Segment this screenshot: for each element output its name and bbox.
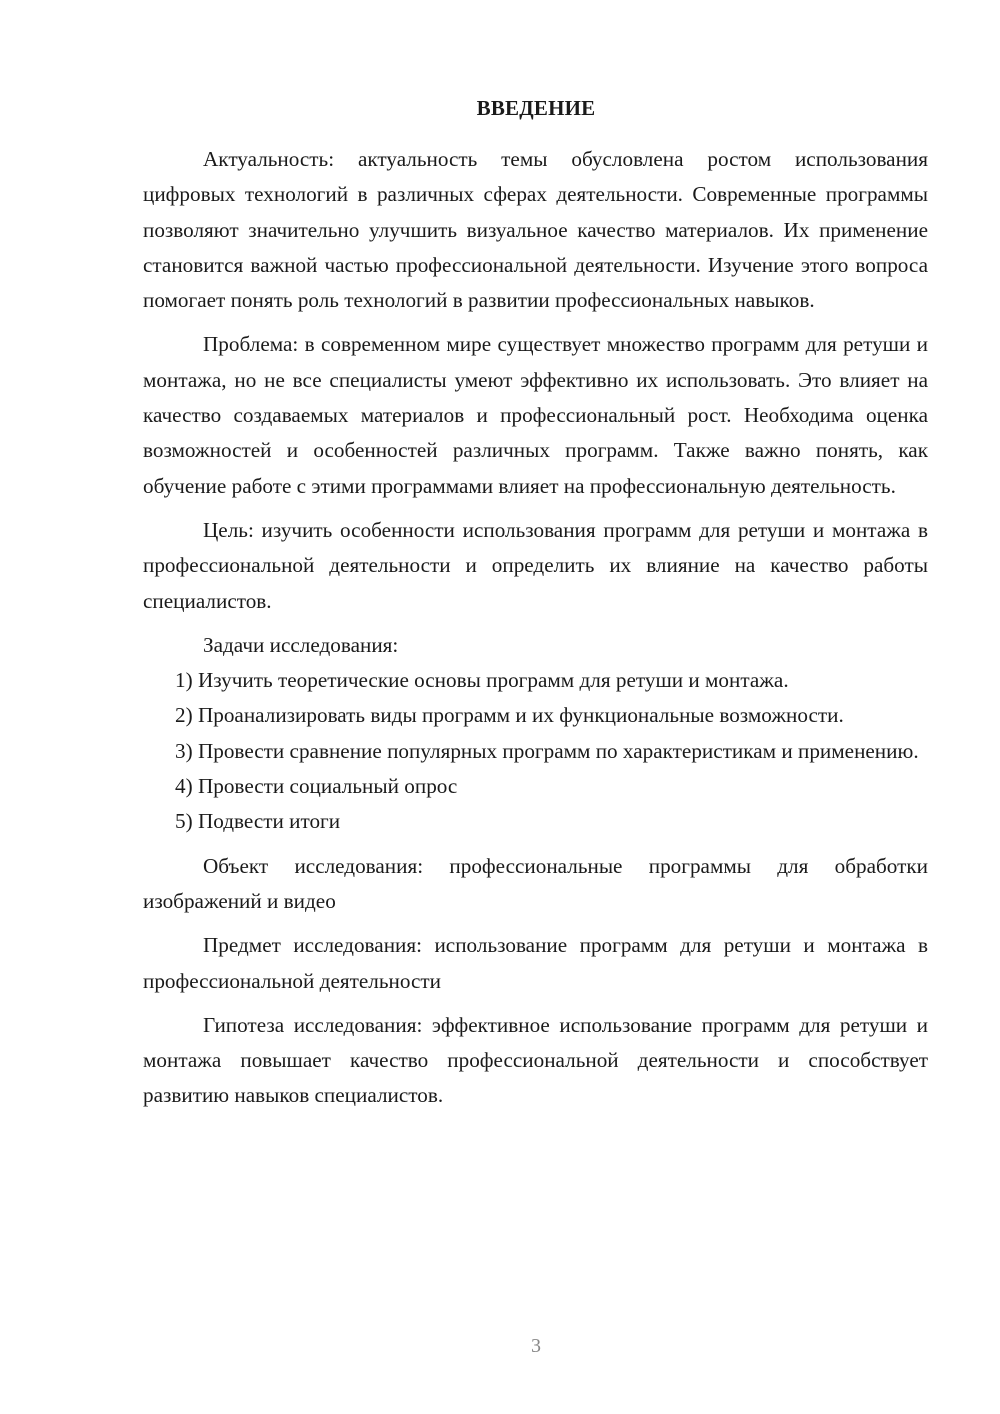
task-item-5: 5) Подвести итоги: [175, 809, 341, 834]
task-item-2: 2) Проанализировать виды программ и их функциональные возможности.: [175, 703, 844, 728]
relevance-paragraph: Актуальность: актуальность темы обусловлена ростом использования цифровых технологий в различных сферах деятельности. Современные программы позволяют значительно улучшить визуальное качество материалов. Их применение становится важной частью профессиональной деятельности. Изучение этого вопроса помогает понять роль технологий в развитии профессиональных навыков.: [143, 147, 928, 313]
task-item-1: 1) Изучить теоретические основы программ для ретуши и монтажа.: [175, 668, 789, 693]
document-body: [143, 142, 928, 1114]
hypothesis-paragraph: Гипотеза исследования: эффективное использование программ для ретуши и монтажа повышает качество профессиональной деятельности и способствует развитию навыков специалистов.: [143, 1012, 928, 1108]
tasks-heading: Задачи исследования:: [203, 632, 399, 657]
task-item-3: 3) Провести сравнение популярных программ по характеристикам и применению.: [175, 738, 919, 763]
object-paragraph: Объект исследования: профессиональные программы для обработки изображений и видео: [143, 853, 928, 913]
goal-paragraph: Цель: изучить особенности использования программ для ретуши и монтажа в профессиональной деятельности и определить их влияние на качество работы специалистов.: [143, 517, 928, 613]
problem-paragraph: Проблема: в современном мире существует множество программ для ретуши и монтажа, но не все специалисты умеют эффективно их использовать. Это влияет на качество создаваемых материалов и профессиональный рост. Необходима оценка возможностей и особенностей различных программ. Также важно понять, как обучение работе с этими программами влияет на профессиональную деятельность.: [143, 332, 928, 498]
subject-paragraph: Предмет исследования: использование программ для ретуши и монтажа в профессиональной деятельности: [143, 933, 928, 993]
page-number: 3: [531, 1335, 541, 1357]
task-item-4: 4) Провести социальный опрос: [175, 774, 458, 799]
section-heading: ВВЕДЕНИЕ: [476, 96, 596, 120]
